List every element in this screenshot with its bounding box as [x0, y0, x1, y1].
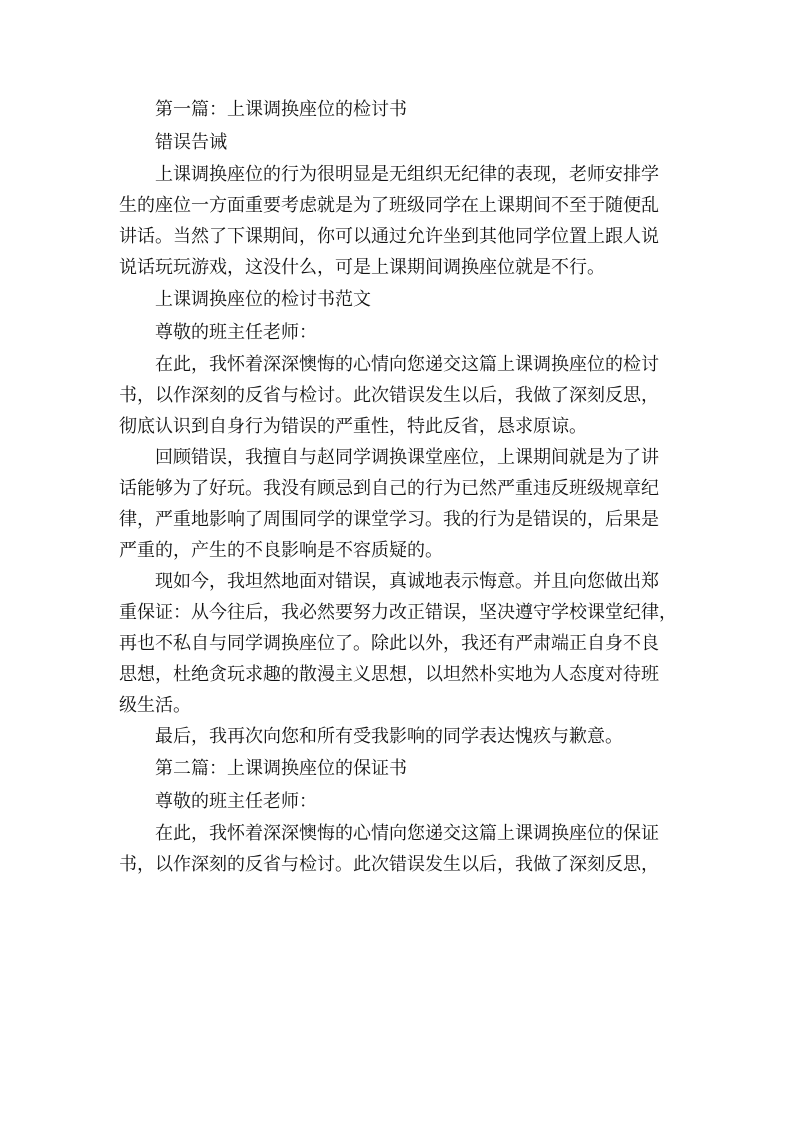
salutation: 尊敬的班主任老师：: [155, 791, 317, 812]
text-line: 彻底认识到自身行为错误的严重性，特此反省，恳求原谅。: [119, 416, 587, 437]
text-line: 再也不私自与同学调换座位了。除此以外，我还有严肃端正自身不良: [119, 633, 659, 654]
text-line: 说话玩玩游戏，这没什么，可是上课期间调换座位就是不行。: [119, 257, 605, 278]
warning-heading: 错误告诫: [155, 132, 227, 153]
paragraph-warning: [119, 159, 681, 283]
text-line: 上课调换座位的行为很明显是无组织无纪律的表现，老师安排学: [155, 164, 659, 185]
paragraph-intro: [119, 349, 681, 442]
text-line: 律，严重地影响了周围同学的课堂学习。我的行为是错误的，后果是: [119, 509, 659, 530]
document-body: [119, 93, 681, 880]
text-line: 严重的，产生的不良影响是不容质疑的。: [119, 540, 443, 561]
text-line: 最后，我再次向您和所有受我影响的同学表达愧疚与歉意。: [155, 726, 623, 747]
text-line: 在此，我怀着深深懊悔的心情向您递交这篇上课调换座位的保证: [155, 823, 659, 844]
paragraph-closing: [119, 721, 681, 752]
text-line: 级生活。: [119, 695, 191, 716]
article-two-title: 第二篇：上课调换座位的保证书: [155, 758, 407, 779]
article-one-title: 第一篇：上课调换座位的检讨书: [155, 99, 407, 120]
sample-heading: 上课调换座位的检讨书范文: [155, 289, 371, 310]
text-line: 现如今，我坦然地面对错误，真诚地表示悔意。并且向您做出郑: [155, 571, 659, 592]
text-line: 书，以作深刻的反省与检讨。此次错误发生以后，我做了深刻反思，: [119, 385, 659, 406]
text-line: 回顾错误，我擅自与赵同学调换课堂座位，上课期间就是为了讲: [155, 447, 659, 468]
paragraph-review: [119, 442, 681, 566]
text-line: 在此，我怀着深深懊悔的心情向您递交这篇上课调换座位的检讨: [155, 354, 659, 375]
text-line: 书，以作深刻的反省与检讨。此次错误发生以后，我做了深刻反思，: [119, 854, 659, 875]
salutation: 尊敬的班主任老师：: [155, 322, 317, 343]
text-line: 话能够为了好玩。我没有顾忌到自己的行为已然严重违反班级规章纪: [119, 478, 659, 499]
text-line: 重保证：从今往后，我必然要努力改正错误，坚决遵守学校课堂纪律，: [119, 602, 677, 623]
paragraph-guarantee-intro: [119, 818, 681, 880]
text-line: 讲话。当然了下课期间，你可以通过允许坐到其他同学位置上跟人说: [119, 226, 659, 247]
paragraph-promise: [119, 566, 681, 721]
text-line: 思想，杜绝贪玩求趣的散漫主义思想，以坦然朴实地为人态度对待班: [119, 664, 659, 685]
text-line: 生的座位一方面重要考虑就是为了班级同学在上课期间不至于随便乱: [119, 195, 659, 216]
